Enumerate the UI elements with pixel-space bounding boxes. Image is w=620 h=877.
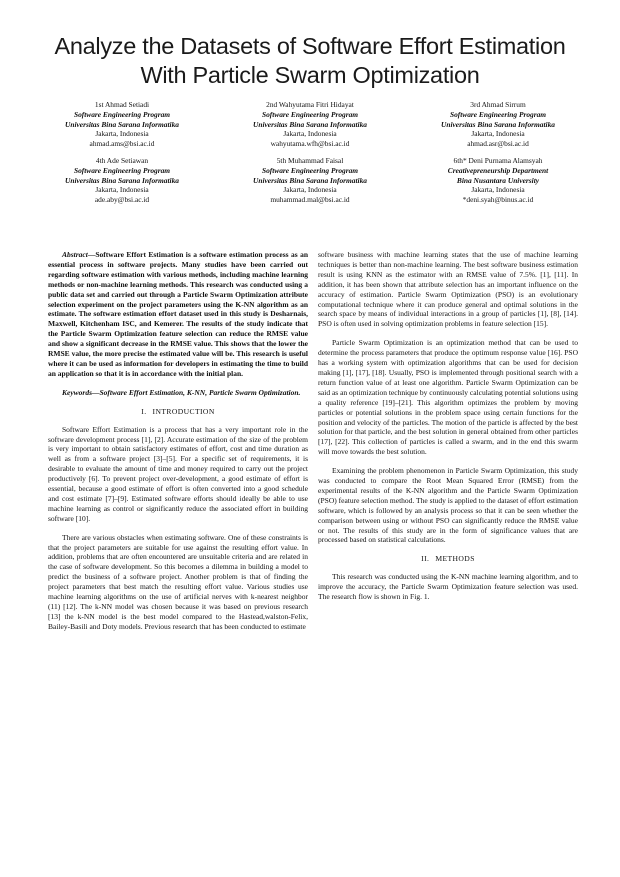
author-name: 1st Ahmad Setiadi (94, 100, 150, 109)
author-univ: Universitas Bina Sarana Informatika (65, 175, 179, 185)
author-2 (216, 100, 404, 149)
author-email: wahyutama.wfh@bsi.ac.id (270, 139, 350, 149)
author-name: 3rd Ahmad Sirrum (470, 100, 526, 109)
author-dept: Software Engineering Program (73, 109, 171, 119)
author-univ: Universitas Bina Sarana Informatika (441, 119, 555, 129)
author-dept: Creativepreneurship Department (447, 165, 549, 175)
author-dept: Software Engineering Program (449, 109, 547, 119)
abstract (48, 250, 308, 379)
intro-paragraph-4: Particle Swarm Optimization is an optimization method that can be used to determine the process parameters that produce the optimum response value [16]. PSO has a working system with optimization algorithms that can be used for decision making [1], [17], [18]. Usually, PSO is implemented through positional search with a return function value of at least one algorithm. Particle Swarm Optimization can be said as an optimization technique by continuously calculating potential solutions using a quality reference [19]–[21]. This algorithm optimizes the problem by moving particles or potential solutions in the problem space using certain functions for the position and velocity of the particles. The motion of the particle is affected by the best solution for that particle, and the best solution in general obtained from other particles [17], [22]. This collection of particles is called a swarm, and in the end this swarm will move towards the best solution. (318, 338, 578, 457)
author-1 (28, 100, 216, 149)
author-city: Jakarta, Indonesia (95, 185, 149, 195)
author-4 (28, 156, 216, 205)
author-univ: Universitas Bina Sarana Informatika (253, 119, 367, 129)
author-6 (404, 156, 592, 205)
author-name: 2nd Wahyutama Fitri Hidayat (266, 100, 354, 109)
author-univ: Universitas Bina Sarana Informatika (65, 119, 179, 129)
author-city: Jakarta, Indonesia (95, 129, 149, 139)
author-dept: Software Engineering Program (261, 165, 359, 175)
keywords-label: Keywords (62, 387, 92, 397)
author-email: ahmad.asr@bsi.ac.id (467, 139, 529, 149)
section-number: II. (421, 554, 430, 564)
author-univ: Bina Nusantara University (456, 175, 540, 185)
intro-paragraph-5: Examining the problem phenomenon in Particle Swarm Optimization, this study was conducted to compare the Root Mean Squared Error (RMSE) from the experimental results of the K-NN algorithm and the Particle Swarm Optimization (PSO) feature selection method. The study is applied to the dataset of effort estimation software, which is followed by an analysis process so that it can be seen whether the comparison between using or without PSO can significantly reduce the RMSE value or not. The results of this study are in the form of significance values that are processed based on statistical calculations. (318, 466, 578, 545)
author-name: 6th* Deni Purnama Alamsyah (453, 155, 543, 165)
author-3 (404, 100, 592, 149)
right-column (318, 250, 578, 611)
author-city: Jakarta, Indonesia (283, 129, 337, 139)
author-dept: Software Engineering Program (261, 109, 359, 119)
methods-paragraph-1: This research was conducted using the K-NN machine learning algorithm, and to improve the accuracy, the Particle Swarm Optimization feature selection was used. The research flow is shown in Fig. 1. (318, 572, 578, 602)
author-row-2 (28, 156, 592, 205)
intro-paragraph-1: Software Effort Estimation is a process that has a very important role in the software development process [1], [2]. Accurate estimation of the size of the problem is very important to obtain satisfactory estimates of effort, cost and time duration as well as from a software project [3]–[5]. For a specific set of requirements, it is desirable to evaluate the amount of time and money required to carry out the project productively [6]. To prevent project over-development, a good estimate of effort is essential, because a good estimate of effort is often converted into a good schedule and cost estimate [7]–[9]. Estimated software efforts should ideally be able to use machine learning as control or significantly reduce the associated effort in building software [10]. (48, 424, 308, 523)
author-name: 5th Muhammad Faisal (276, 155, 344, 165)
author-email: ahmad.ams@bsi.ac.id (89, 139, 155, 149)
section-title: INTRODUCTION (152, 406, 215, 416)
author-email: muhammad.mal@bsi.ac.id (270, 195, 350, 205)
paper-title (40, 32, 580, 90)
author-dept: Software Engineering Program (73, 165, 171, 175)
author-block (28, 100, 592, 212)
author-univ: Universitas Bina Sarana Informatika (253, 175, 367, 185)
title-line-2: With Particle Swarm Optimization (140, 62, 480, 88)
author-row-1 (28, 100, 592, 149)
author-email: *deni.syah@binus.ac.id (462, 195, 534, 205)
intro-paragraph-2: There are various obstacles when estimating software. One of these constraints is that the project parameters are suitable for use against the resulting effort value. In addition, problems that are often encountered are unsuitable criteria and are related in the case of software development. So this becomes a dilemma in building a model to predict the business of a software project. Another problem is that of finding the project parameters that best match the resulting effort value. Various studies use machine learning algorithms on the use of artificial nerves with k-nearest neighbor (11) [12]. The k-NN model was chosen because it was based on previous research [13] the k-NN model is the best model compared to the Hastead,walston-Felix, Bailey-Basili and Doty models. Previous research that has been conducted to estimate (48, 532, 308, 631)
section-title: METHODS (435, 554, 475, 564)
left-column (48, 250, 308, 641)
keywords (48, 388, 308, 398)
abstract-label: Abstract (62, 250, 88, 259)
section-heading-methods (318, 554, 578, 564)
author-name: 4th Ade Setiawan (95, 155, 149, 165)
author-city: Jakarta, Indonesia (471, 129, 525, 139)
title-line-1: Analyze the Datasets of Software Effort Estimation (54, 33, 566, 59)
keywords-text: —Software Effort Estimation, K-NN, Particle Swarm Optimization. (92, 387, 301, 397)
section-number: I. (141, 406, 147, 416)
author-5 (216, 156, 404, 205)
section-heading-introduction (48, 407, 308, 417)
author-city: Jakarta, Indonesia (283, 185, 337, 195)
intro-paragraph-3: software business with machine learning states that the use of machine learning techniques is better than non-machine learning. The best software business estimation result is using KNN as the estimator with an RMSE value of 7.5%. [1], [11]. In addition, it has been shown that attribute selection has an important influence on the accuracy of estimation. Particle Swarm Optimization (PSO) is an evolutionary computational technique where it can produce general and optimal solutions in the search space by means of individual interactions in a group of particles [1], [8], [14]. PSO is often used in solving optimization problems in feature selection [15]. (318, 250, 578, 329)
abstract-text: —Software Effort Estimation is a software estimation process as an essential process in software projects. Many studies have been carried out regarding software estimation with various methods, including machine learning methods or non-machine learning methods. This research was conducted using a public data set and carried out through a Particle Swarm Optimization attribute selection experiment on the project parameters using the K-NN algorithm as an estimate. The software estimation effort dataset used in this study is Desharnais, Maxwell, Kitchenham ISC, and Kemerer. The results of the study indicate that the Particle Swarm Optimization feature selection can reduce the RMSE value and show a significant decrease in the RMSE value. This shows that the lower the RMSE value, the more precise the estimated value will be. This research is useful where it can be used as information for developers in estimating the time to build an application so that it is in accordance with the initial plan. (48, 250, 308, 378)
author-city: Jakarta, Indonesia (471, 185, 525, 195)
author-email: ade.aby@bsi.ac.id (94, 195, 150, 205)
